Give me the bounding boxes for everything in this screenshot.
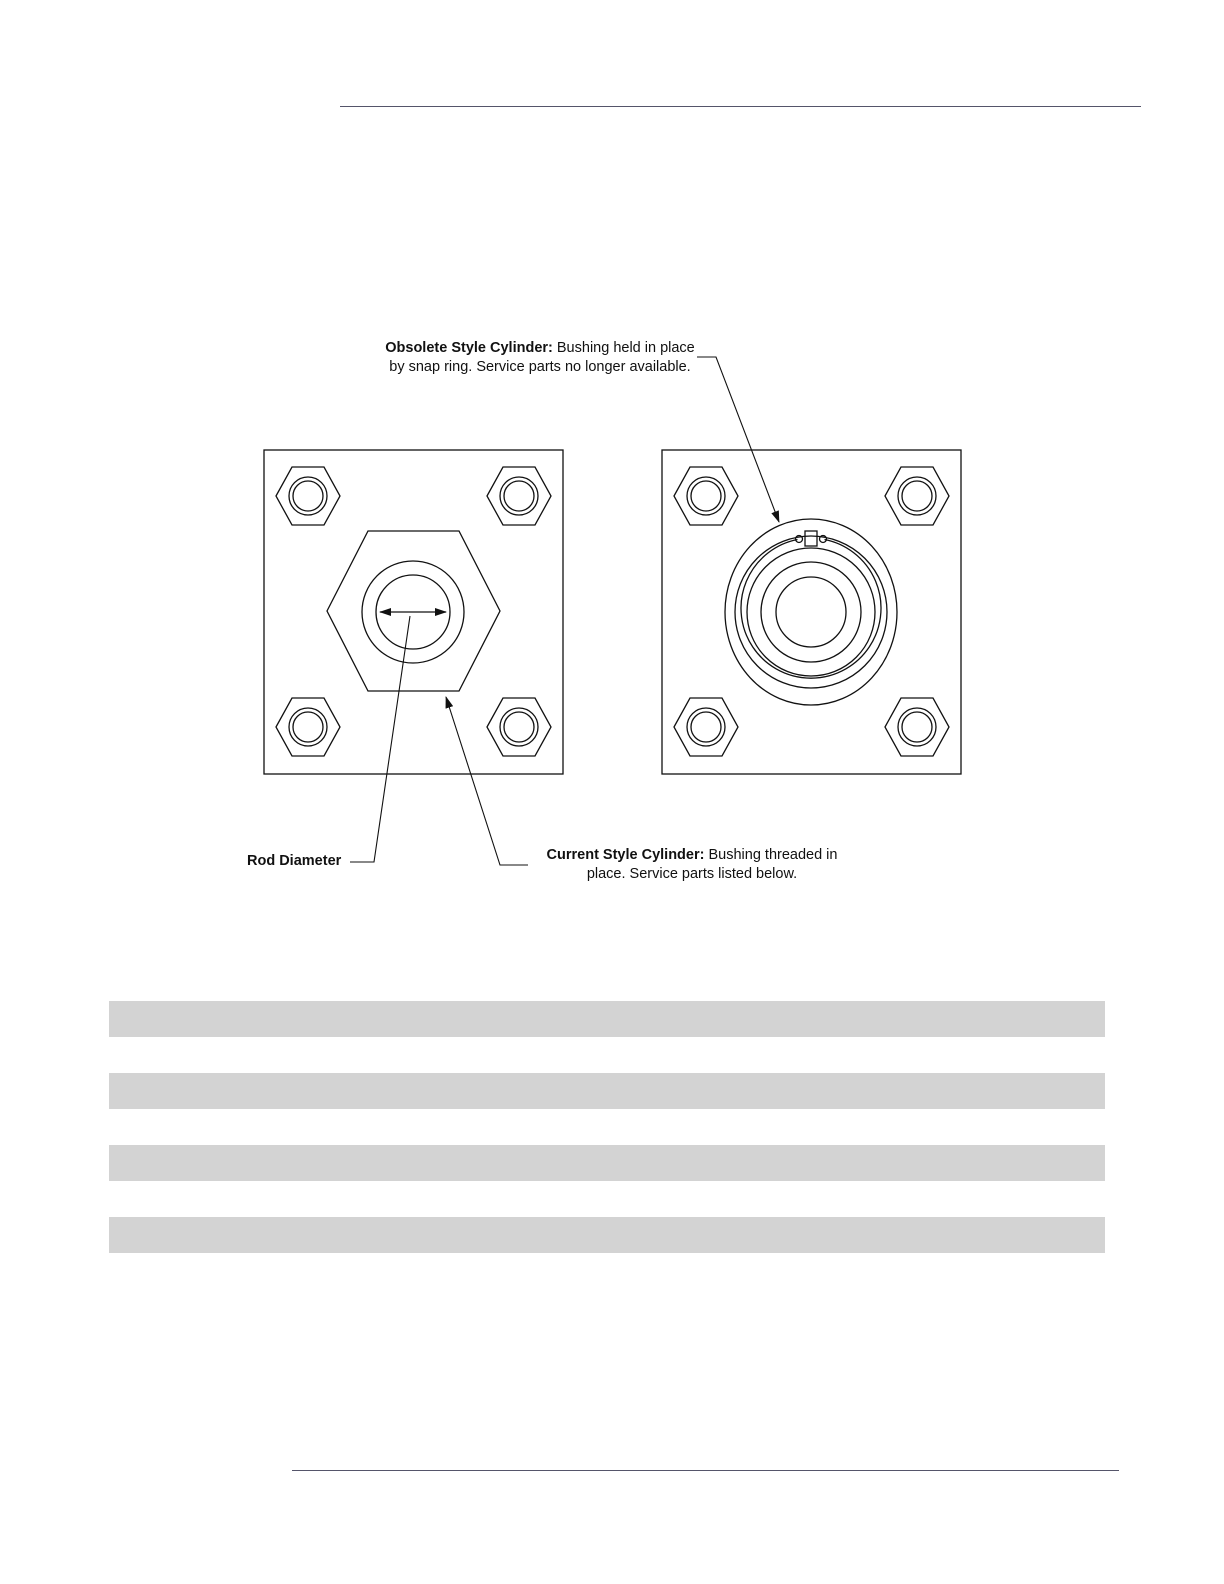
rod-diameter-leader bbox=[350, 616, 410, 862]
rod-diameter-label: Rod Diameter bbox=[247, 853, 342, 869]
leader-lines bbox=[350, 357, 779, 865]
threaded-bushing-hex bbox=[327, 531, 500, 691]
snap-ring-inner bbox=[741, 540, 881, 679]
table-row-shaded bbox=[109, 1001, 1105, 1037]
tie-rod-nut-top-left bbox=[276, 467, 340, 525]
obsolete-callout-line1: Bushing held in place bbox=[552, 340, 695, 356]
tie-rod-nut-top-right bbox=[885, 467, 949, 525]
current-callout-line2: place. Service parts listed below. bbox=[586, 866, 798, 882]
obsolete-callout-line2: by snap ring. Service parts no longer available. bbox=[389, 359, 691, 375]
table-row-shaded bbox=[109, 1073, 1105, 1109]
snap-ring-gap bbox=[805, 531, 817, 546]
tie-rod-nut-bottom-left bbox=[276, 698, 340, 756]
head-bore-outer bbox=[725, 519, 897, 705]
tie-rod-nut-bottom-right bbox=[487, 698, 551, 756]
tie-rod-nut-top-left bbox=[674, 467, 738, 525]
current-leader bbox=[446, 697, 528, 865]
obsolete-style-cylinder-view bbox=[662, 450, 961, 774]
rod-circle bbox=[776, 577, 846, 647]
table-row-shaded bbox=[109, 1217, 1105, 1253]
obsolete-style-callout bbox=[360, 339, 720, 377]
tie-rod-nut-bottom-left bbox=[674, 698, 738, 756]
end-plate-outline bbox=[662, 450, 961, 774]
snap-ring-outer bbox=[735, 536, 887, 688]
current-callout-title: Current Style Cylinder: bbox=[546, 847, 705, 863]
bushing-outer bbox=[747, 548, 875, 676]
current-callout-line1: Bushing threaded in bbox=[704, 847, 838, 863]
current-style-cylinder-view bbox=[264, 450, 563, 774]
tie-rod-nut-bottom-right bbox=[885, 698, 949, 756]
current-style-callout bbox=[520, 846, 864, 884]
obsolete-callout-title: Obsolete Style Cylinder: bbox=[385, 340, 553, 356]
tie-rod-nut-top-right bbox=[487, 467, 551, 525]
table-row-shaded bbox=[109, 1145, 1105, 1181]
footer-rule bbox=[292, 1470, 1119, 1471]
rod-diameter-callout bbox=[247, 852, 341, 871]
